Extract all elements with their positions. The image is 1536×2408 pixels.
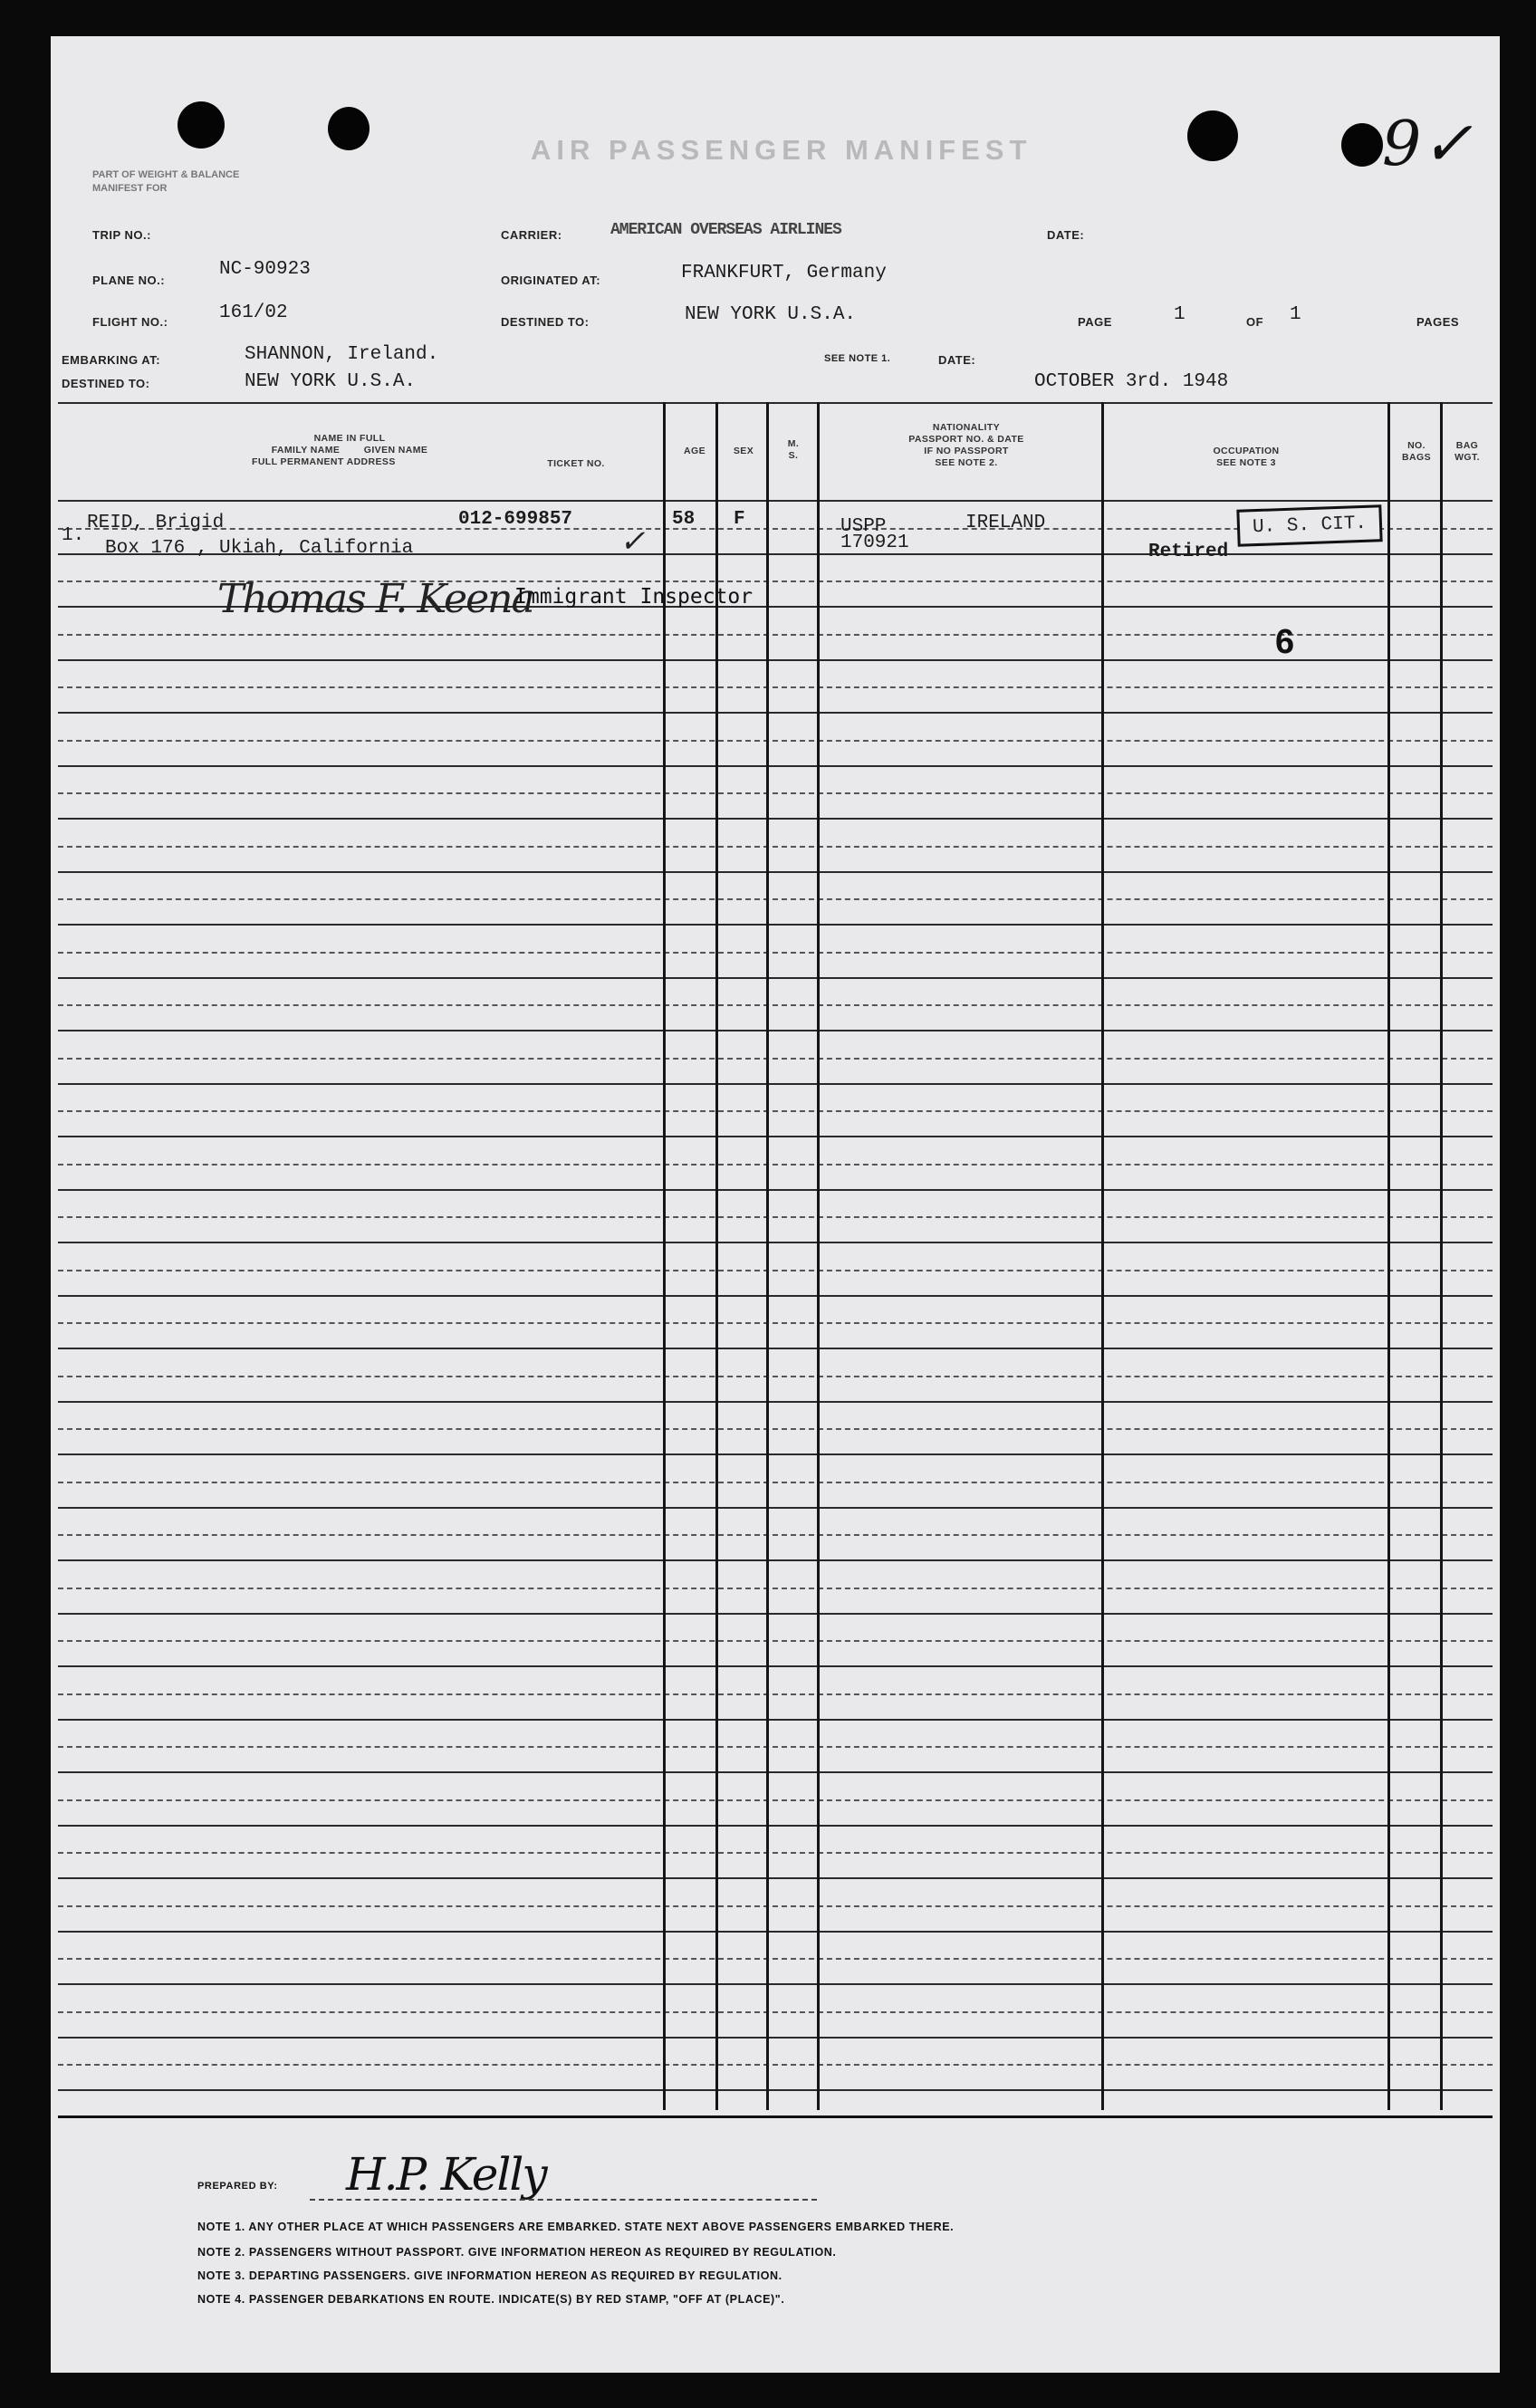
plane-no-label: PLANE NO.:: [92, 273, 166, 287]
row-rule: [58, 818, 1493, 820]
corner-label-line1: PART OF WEIGHT & BALANCE: [92, 169, 240, 180]
passenger-passport-no: 170921: [840, 532, 909, 553]
row-subrule: [58, 1799, 1493, 1801]
row-rule: [58, 2089, 1493, 2091]
note-4: NOTE 4. PASSENGER DEBARKATIONS EN ROUTE. INDICATE(S) BY RED STAMP, "OFF AT (PLACE)".: [197, 2293, 785, 2306]
originated-value: FRANKFURT, Germany: [681, 263, 887, 283]
date2-value: OCTOBER 3rd. 1948: [1034, 371, 1229, 392]
col-occupation-heading: [1110, 446, 1382, 469]
col-bags-line2: BAGS: [1402, 452, 1431, 463]
col-wgt-line2: WGT.: [1454, 452, 1480, 463]
col-occ-line1: OCCUPATION: [1213, 446, 1280, 456]
row-rule: [58, 871, 1493, 873]
row-subrule: [58, 1905, 1493, 1907]
row-subrule: [58, 1216, 1493, 1218]
row-rule: [58, 1613, 1493, 1615]
row-subrule: [58, 792, 1493, 794]
row-rule: [58, 765, 1493, 767]
row-subrule: [58, 2011, 1493, 2013]
col-name-line2: FAMILY NAME GIVEN NAME: [271, 445, 428, 456]
passenger-occupation: Retired: [1148, 542, 1229, 562]
note-2: NOTE 2. PASSENGERS WITHOUT PASSPORT. GIVE INFORMATION HEREON AS REQUIRED BY REGULATION.: [197, 2246, 837, 2259]
destined-label: DESTINED TO:: [501, 315, 590, 329]
row-rule: [58, 1295, 1493, 1297]
note-1: NOTE 1. ANY OTHER PLACE AT WHICH PASSENGERS ARE EMBARKED. STATE NEXT ABOVE PASSENGERS EMBARKED THERE.: [197, 2221, 955, 2233]
row-subrule: [58, 1004, 1493, 1006]
row-rule: [58, 1401, 1493, 1403]
punch-hole-right-2: [1341, 123, 1383, 167]
page-number: 1: [1174, 304, 1186, 325]
form-title: AIR PASSENGER MANIFEST: [531, 134, 1032, 166]
originated-label: ORIGINATED AT:: [501, 273, 601, 287]
row-rule: [58, 2037, 1493, 2039]
col-nat-line2: PASSPORT NO. & DATE: [908, 434, 1024, 445]
row-rule: [58, 1877, 1493, 1879]
destined2-label: DESTINED TO:: [62, 377, 150, 390]
pages-label: PAGES: [1416, 315, 1460, 329]
prepared-by-signature: H.P. Kelly: [346, 2148, 546, 2201]
corner-label: [92, 168, 239, 196]
row-subrule: [58, 686, 1493, 688]
row-rule: [58, 1189, 1493, 1191]
destined-value: NEW YORK U.S.A.: [685, 304, 857, 325]
row-subrule: [58, 952, 1493, 954]
row-rule: [58, 1453, 1493, 1455]
row-subrule: [58, 1376, 1493, 1377]
row-rule: [58, 1507, 1493, 1509]
passenger-row-number: 1.: [62, 525, 85, 546]
manifest-page: [51, 36, 1500, 2373]
row-rule: [58, 1771, 1493, 1773]
inspector-title: Immigrant Inspector: [514, 585, 754, 609]
row-rule: [58, 1083, 1493, 1085]
row-rule: [58, 1825, 1493, 1827]
row-subrule: [58, 1110, 1493, 1112]
number-mark: 6: [1275, 623, 1295, 661]
col-rule-age-sex: [715, 402, 718, 2110]
row-subrule: [58, 1958, 1493, 1960]
punch-hole-left-1: [178, 101, 225, 149]
col-ms-heading: [768, 438, 819, 462]
col-sex-heading: SEX: [733, 446, 754, 456]
row-rule: [58, 977, 1493, 979]
row-rule: [58, 924, 1493, 926]
embarking-value: SHANNON, Ireland.: [245, 344, 439, 365]
table-top-rule: [58, 402, 1493, 404]
plane-no-value: NC-90923: [219, 259, 311, 280]
date2-label: DATE:: [938, 353, 976, 367]
row-subrule: [58, 1534, 1493, 1536]
col-nationality-heading: [826, 422, 1107, 469]
col-bags-line1: NO.: [1407, 440, 1426, 451]
flight-no-value: 161/02: [219, 302, 288, 323]
row-subrule: [58, 898, 1493, 900]
col-nat-line3: IF NO PASSPORT: [924, 446, 1009, 456]
row-rule: [58, 1136, 1493, 1137]
col-occ-line2: SEE NOTE 3: [1216, 457, 1276, 468]
row-subrule: [58, 1322, 1493, 1324]
row-subrule: [58, 1270, 1493, 1271]
row-rule: [58, 1559, 1493, 1561]
us-citizen-stamp: U. S. CIT.: [1236, 504, 1382, 547]
passenger-nationality: IRELAND: [965, 513, 1046, 533]
col-wgt-heading: [1442, 440, 1493, 464]
col-ms-line2: S.: [788, 450, 799, 461]
row-subrule: [58, 740, 1493, 742]
check-mark-icon: ✓: [619, 523, 646, 560]
col-rule-occ-bags: [1387, 402, 1390, 2110]
row-rule: [58, 1983, 1493, 1985]
row-subrule: [58, 1164, 1493, 1166]
row-subrule: [58, 1746, 1493, 1748]
col-nat-line1: NATIONALITY: [932, 422, 1001, 433]
corner-label-line2: MANIFEST FOR: [92, 183, 168, 194]
row-rule: [58, 500, 1493, 502]
punch-hole-left-2: [328, 107, 370, 150]
prepared-by-line: [310, 2199, 817, 2201]
row-subrule: [58, 1588, 1493, 1589]
col-wgt-line1: BAG: [1455, 440, 1479, 451]
page-label: PAGE: [1078, 315, 1112, 329]
col-nat-line4: SEE NOTE 2.: [935, 457, 998, 468]
row-rule: [58, 1030, 1493, 1031]
col-name-line3: FULL PERMANENT ADDRESS: [252, 456, 396, 467]
col-rule-nat-occ: [1101, 402, 1104, 2110]
passenger-address: Box 176 , Ukiah, California: [105, 538, 414, 559]
row-subrule: [58, 1640, 1493, 1642]
date-label: DATE:: [1047, 228, 1085, 242]
passenger-sex: F: [734, 509, 745, 530]
trip-no-label: TRIP NO.:: [92, 228, 151, 242]
row-subrule: [58, 1058, 1493, 1060]
row-subrule: [58, 846, 1493, 848]
prepared-by-label: PREPARED BY:: [197, 2181, 278, 2192]
row-rule: [58, 1348, 1493, 1349]
col-name-line1: NAME IN FULL: [313, 433, 386, 444]
col-rule-ms-nat: [817, 402, 820, 2110]
of-number: 1: [1290, 304, 1301, 325]
row-subrule: [58, 1693, 1493, 1695]
row-subrule: [58, 1428, 1493, 1430]
passenger-name: REID, Brigid: [87, 513, 225, 533]
row-rule: [58, 1931, 1493, 1933]
embarking-label: EMBARKING AT:: [62, 353, 161, 367]
row-rule: [58, 1665, 1493, 1667]
row-rule: [58, 1242, 1493, 1243]
destined2-value: NEW YORK U.S.A.: [245, 371, 417, 392]
col-name-heading: [214, 433, 485, 468]
passenger-passport-type: USPP: [840, 516, 887, 537]
flight-no-label: FLIGHT NO.:: [92, 315, 168, 329]
row-rule: [58, 1719, 1493, 1721]
carrier-label: CARRIER:: [501, 228, 562, 242]
note-3: NOTE 3. DEPARTING PASSENGERS. GIVE INFORMATION HEREON AS REQUIRED BY REGULATION.: [197, 2269, 782, 2282]
col-rule-sex-ms: [766, 402, 769, 2110]
col-rule-name-age: [663, 402, 666, 2110]
col-bags-heading: [1395, 440, 1438, 464]
col-ticket-heading: TICKET NO.: [547, 458, 605, 469]
col-age-heading: AGE: [684, 446, 706, 456]
corner-check-mark: 9✓: [1382, 109, 1474, 180]
passenger-ticket: 012-699857: [458, 509, 573, 530]
carrier-value: AMERICAN OVERSEAS AIRLINES: [610, 221, 841, 239]
see-note-1-label: SEE NOTE 1.: [824, 353, 891, 364]
punch-hole-right-1: [1187, 110, 1238, 161]
inspector-signature: Thomas F. Keena: [217, 576, 533, 622]
row-subrule: [58, 2064, 1493, 2066]
row-subrule: [58, 1852, 1493, 1854]
row-subrule: [58, 1482, 1493, 1483]
table-bottom-rule: [58, 2115, 1493, 2118]
row-rule: [58, 712, 1493, 714]
col-ms-line1: M.: [787, 438, 800, 449]
of-label: OF: [1246, 315, 1264, 329]
passenger-age: 58: [672, 509, 696, 530]
col-rule-bags-wgt: [1440, 402, 1443, 2110]
